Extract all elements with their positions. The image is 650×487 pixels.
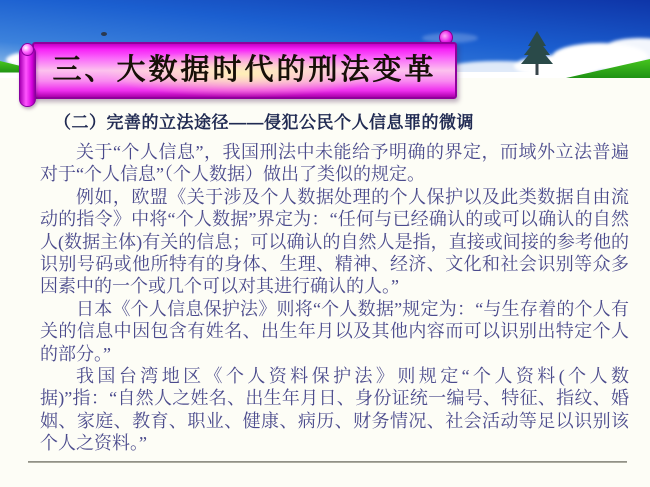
slide-title: 三、大数据时代的刑法变革 [52, 54, 437, 86]
paragraph-taiwan-law: 我国台湾地区《个人资料保护法》则规定“个人资料(个人数据)”指：“自然人之姓名、出生年月日、身份证统一编号、特征、指纹、婚姻、家庭、教育、职业、健康、病历、财务情况、社会活动等足以识别该个人之资料。” [40, 366, 629, 454]
body-text-block [40, 141, 629, 455]
slide-subtitle: （二）完善的立法途径——侵犯公民个人信息罪的微调 [54, 113, 474, 132]
scroll-left-curl-icon [21, 43, 34, 56]
paragraph-japan-law: 日本《个人信息保护法》则将“个人数据”规定为：“与生存着的个人有关的信息中因包含有姓名、出生年月以及其他内容而可以识别出特定个人的部分。” [40, 298, 629, 364]
footer-divider [28, 461, 627, 463]
title-banner [0, 0, 650, 110]
paragraph-personal-info-definition: 关于“个人信息”，我国刑法中未能给予明确的界定，而域外立法普遍对于“个人信息”（个人数据）做出了类似的规定。 [40, 142, 629, 185]
banner-body [32, 42, 457, 99]
paragraph-eu-directive: 例如，欧盟《关于涉及个人数据处理的个人保护以及此类数据自由流动的指令》中将“个人数据”界定为：“任何与已经确认的或可以确认的自然人(数据主体)有关的信息；可以确认的自然人是指，直接或间接的参考他的识别号码或他所特有的身体、生理、精神、经济、文化和社会识别等众多因素中的一个或几个可以对其进行确认的人。” [40, 186, 629, 297]
